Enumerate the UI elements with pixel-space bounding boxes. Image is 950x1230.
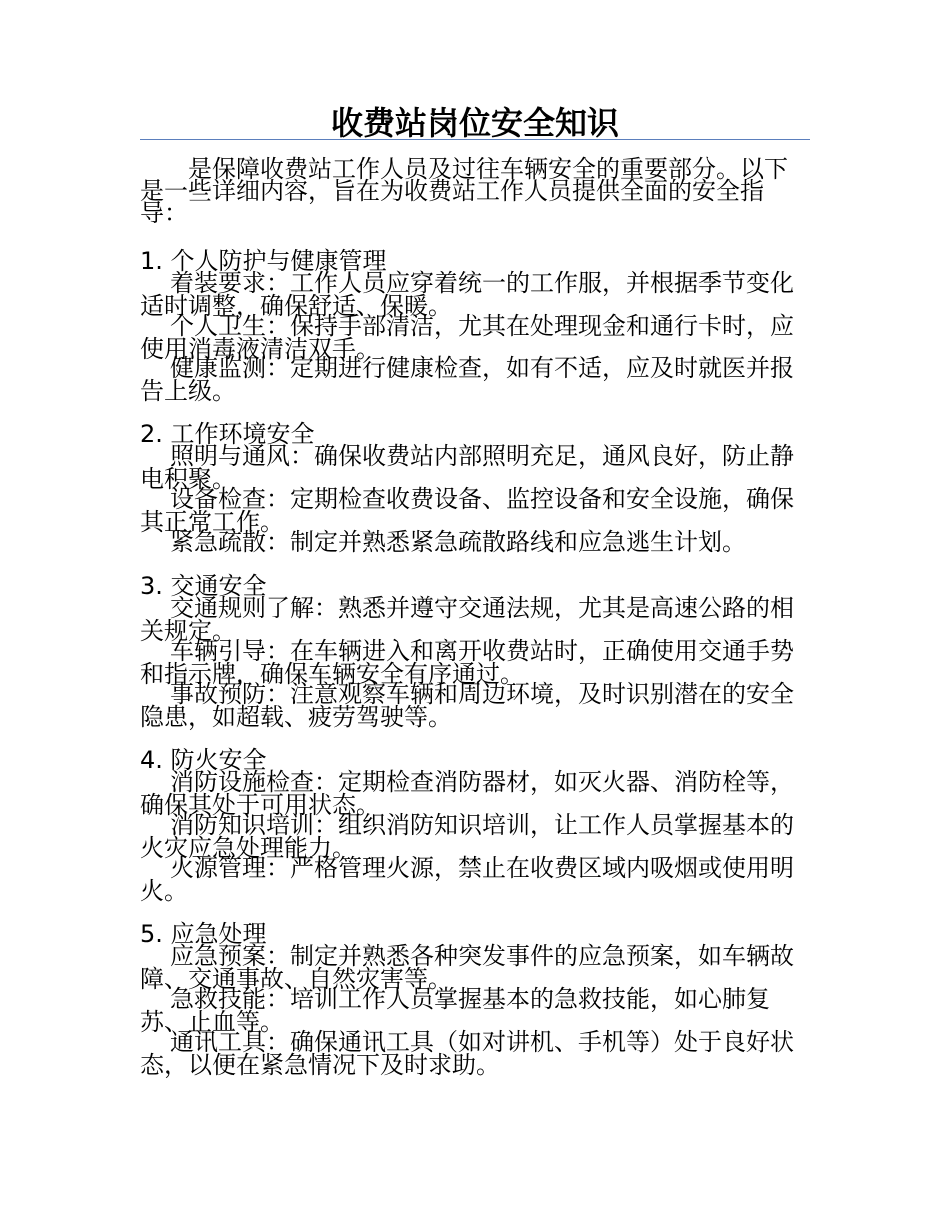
section-5-item-2: 急救技能：培训工作人员掌握基本的急救技能，如心肺复苏、止血等。 [140,985,770,1036]
title-underline [140,139,810,140]
section-2-item-3: 紧急疏散：制定并熟悉紧急疏散路线和应急逃生计划。 [170,528,746,556]
document-title: 收费站岗位安全知识 [330,104,619,142]
section-3-item-2: 车辆引导：在车辆进入和离开收费站时，正确使用交通手势和指示牌，确保车辆安全有序通过。 [140,637,794,688]
section-1-item-2: 个人卫生：保持手部清洁，尤其在处理现金和通行卡时，应使用消毒液清洁双手。 [140,312,794,363]
section-heading-2: 2. 工作环境安全 [140,420,315,448]
section-1-item-1: 着装要求：工作人员应穿着统一的工作服，并根据季节变化适时调整，确保舒适、保暖。 [140,269,794,320]
section-heading-3: 3. 交通安全 [140,572,267,600]
section-1-item-3: 健康监测：定期进行健康检查，如有不适，应及时就医并报告上级。 [140,354,794,405]
section-4-item-2: 消防知识培训：组织消防知识培训，让工作人员掌握基本的火灾应急处理能力。 [140,811,794,862]
intro-paragraph: 是保障收费站工作人员及过往车辆安全的重要部分。以下是一些详细内容，旨在为收费站工作人员提供全面的安全指导： [140,155,788,227]
section-heading-5: 5. 应急处理 [140,920,267,948]
section-4-item-1: 消防设施检查：定期检查消防器材，如灭火器、消防栓等，确保其处于可用状态。 [140,768,794,819]
section-5-item-1: 应急预案：制定并熟悉各种突发事件的应急预案，如车辆故障、交通事故、自然灾害等。 [140,942,794,993]
section-4-item-3: 火源管理：严格管理火源，禁止在收费区域内吸烟或使用明火。 [140,854,794,905]
section-5-item-3: 通讯工具：确保通讯工具（如对讲机、手机等）处于良好状态，以便在紧急情况下及时求助。 [140,1028,794,1079]
section-3-item-3: 事故预防：注意观察车辆和周边环境，及时识别潜在的安全隐患，如超载、疲劳驾驶等。 [140,680,794,731]
section-heading-1: 1. 个人防护与健康管理 [140,247,387,275]
section-3-item-1: 交通规则了解：熟悉并遵守交通法规，尤其是高速公路的相关规定。 [140,594,794,645]
section-2-item-2: 设备检查：定期检查收费设备、监控设备和安全设施，确保其正常工作。 [140,485,794,536]
section-2-item-1: 照明与通风：确保收费站内部照明充足，通风良好，防止静电积聚。 [140,442,794,493]
section-heading-4: 4. 防火安全 [140,746,267,774]
